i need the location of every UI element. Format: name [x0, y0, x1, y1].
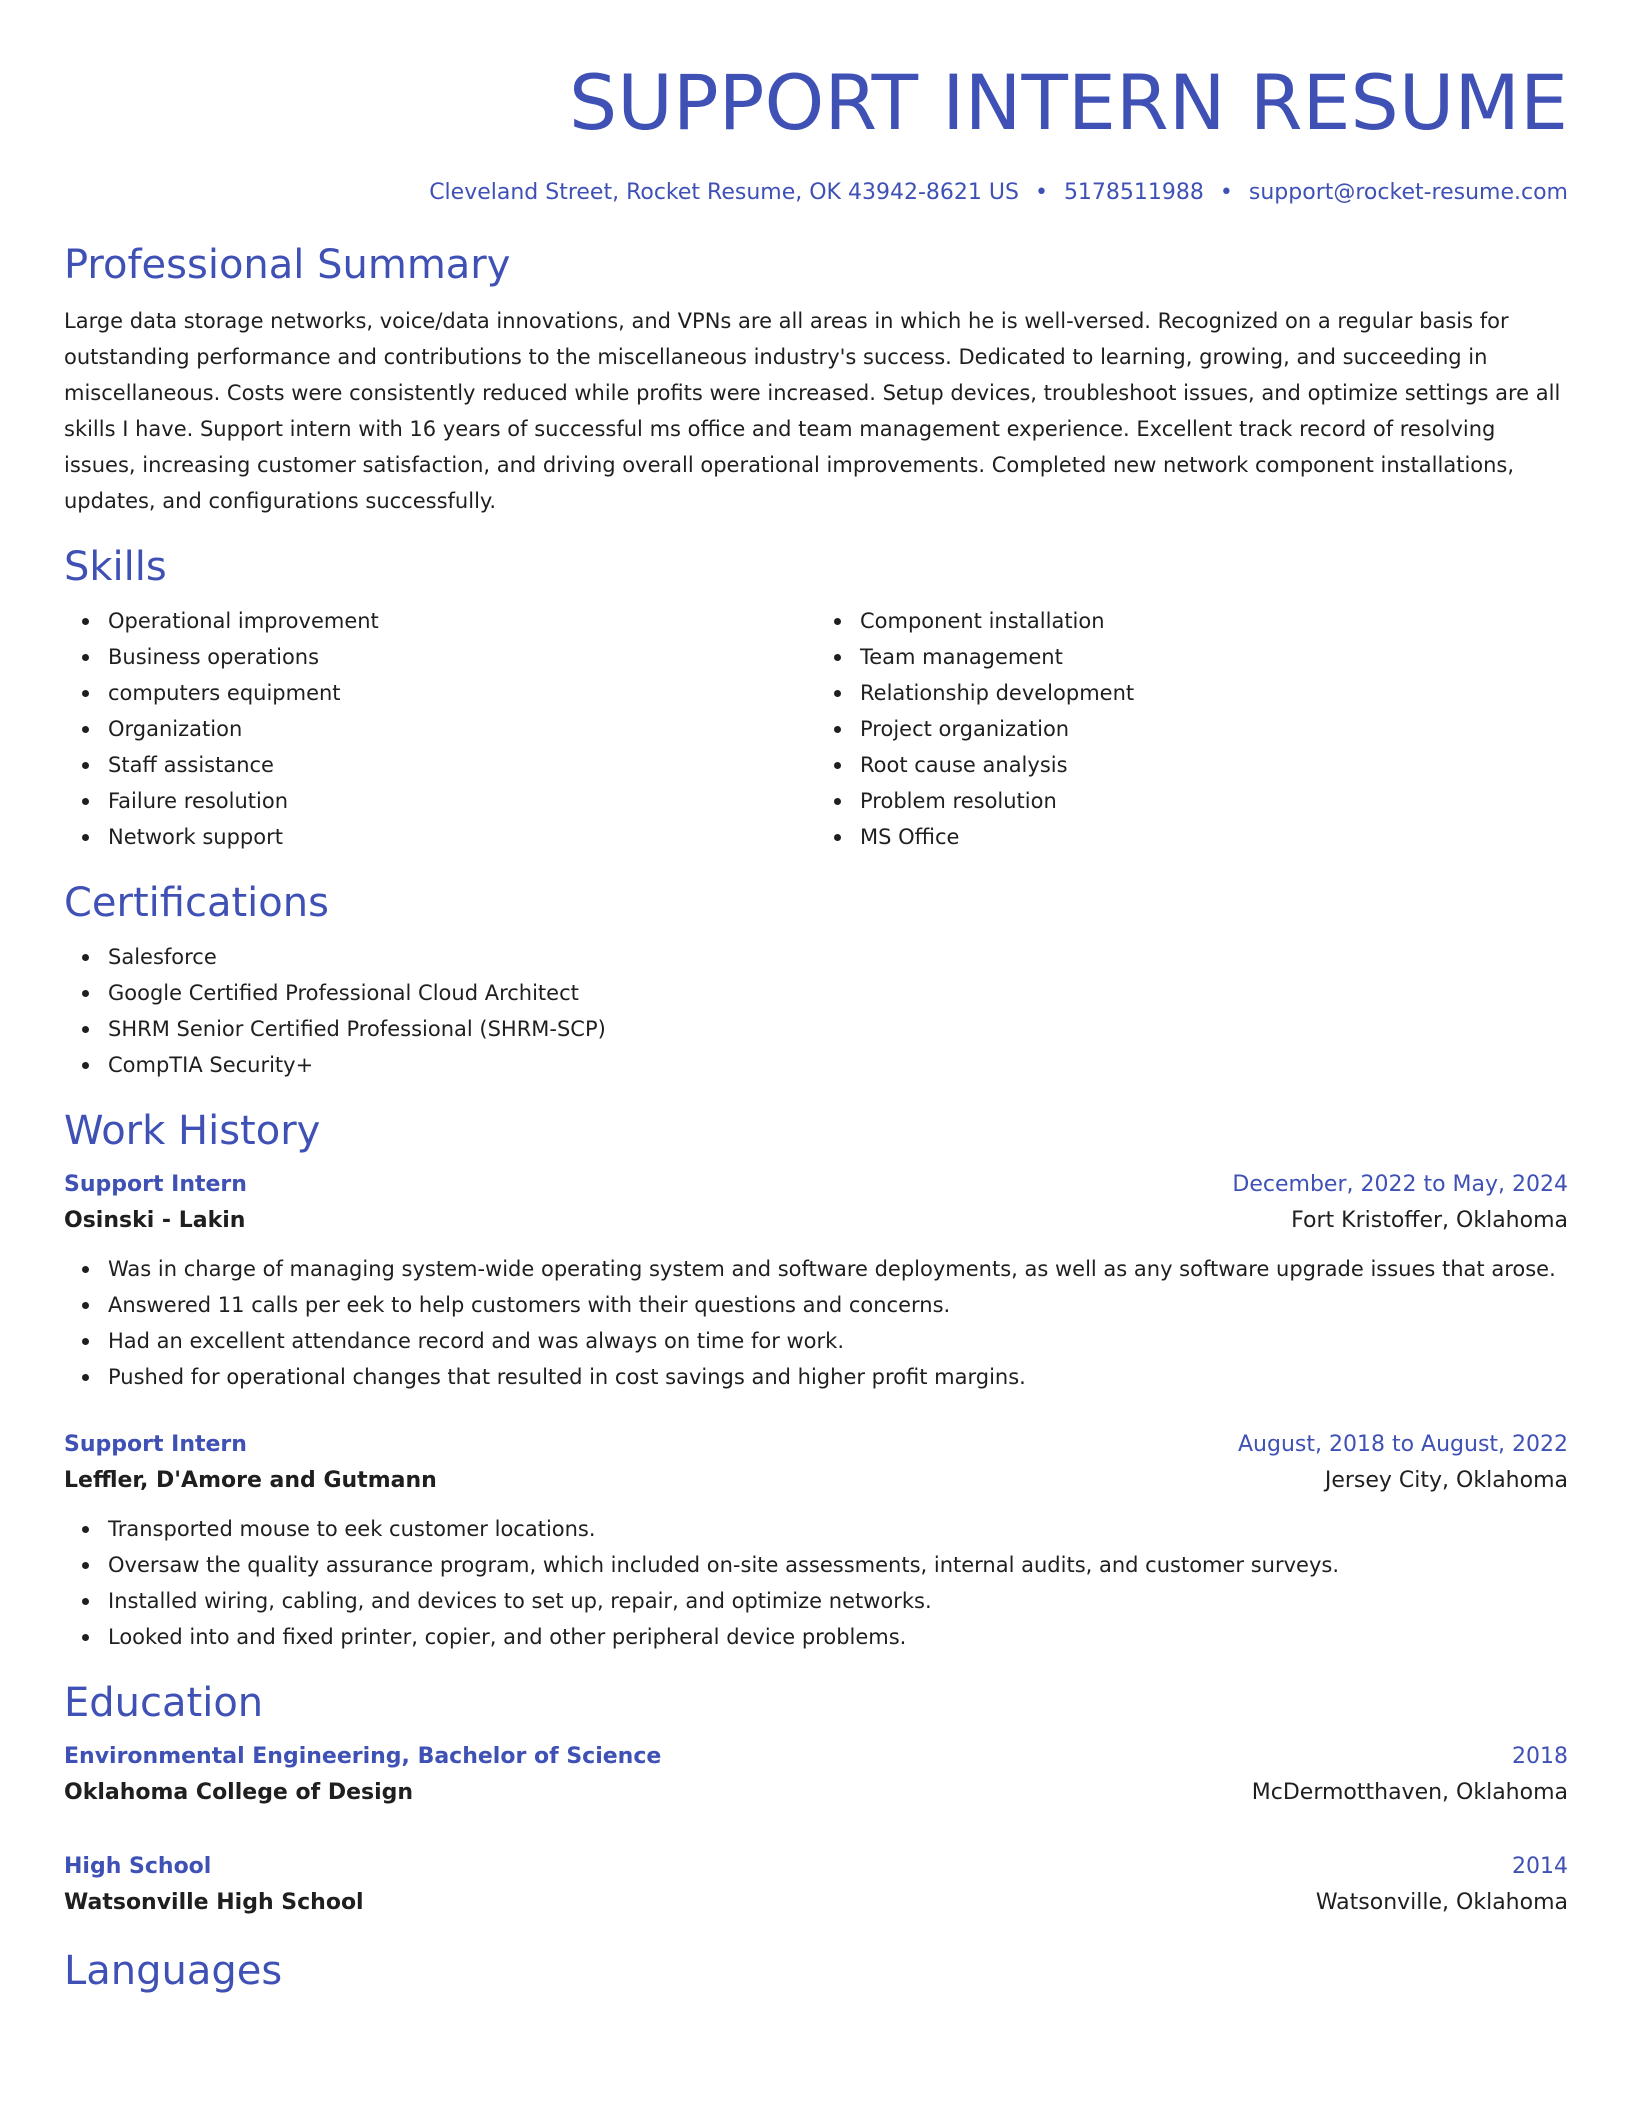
work-history-heading: Work History — [64, 1108, 321, 1154]
education-subheader — [64, 1773, 1568, 1813]
contact-phone: 5178511988 — [1063, 180, 1204, 205]
job-entry — [64, 1169, 1568, 1395]
job-role: Support Intern — [64, 1172, 247, 1197]
certifications-heading: Certifications — [64, 880, 329, 926]
certifications-list — [64, 939, 1568, 1083]
education-entry — [64, 1851, 1568, 1923]
skills-columns — [64, 603, 1568, 855]
job-dates: December, 2022 to May, 2024 — [1232, 1172, 1568, 1197]
job-duty: Oversaw the quality assurance program, which included on-site assessments, internal audits, and customer surveys. — [108, 1547, 1568, 1583]
education-location: Watsonville, Oklahoma — [1315, 1890, 1568, 1915]
education-school: Oklahoma College of Design — [64, 1780, 414, 1805]
education-degree: Environmental Engineering, Bachelor of Science — [64, 1744, 662, 1769]
skill-item: Business operations — [108, 639, 816, 675]
job-duty: Looked into and fixed printer, copier, and other peripheral device problems. — [108, 1619, 1568, 1655]
job-header — [64, 1169, 1568, 1201]
job-duties — [64, 1251, 1568, 1395]
education-school: Watsonville High School — [64, 1890, 364, 1915]
job-subheader — [64, 1201, 1568, 1241]
summary-heading: Professional Summary — [64, 242, 511, 288]
skill-item: Root cause analysis — [860, 747, 1568, 783]
education-degree: High School — [64, 1854, 212, 1879]
contact-address: Cleveland Street, Rocket Resume, OK 43942-8621 US — [429, 180, 1019, 205]
resume-title: SUPPORT INTERN RESUME — [568, 58, 1568, 147]
job-duty: Installed wiring, cabling, and devices to set up, repair, and optimize networks. — [108, 1583, 1568, 1619]
job-duty: Answered 11 calls per eek to help customers with their questions and concerns. — [108, 1287, 1568, 1323]
certification-item: CompTIA Security+ — [108, 1047, 1568, 1083]
education-subheader — [64, 1883, 1568, 1923]
job-entry — [64, 1429, 1568, 1655]
job-role: Support Intern — [64, 1432, 247, 1457]
job-location: Jersey City, Oklahoma — [1324, 1468, 1568, 1493]
skill-item: Organization — [108, 711, 816, 747]
education-year: 2014 — [1512, 1854, 1568, 1879]
skill-item: computers equipment — [108, 675, 816, 711]
skills-heading: Skills — [64, 544, 167, 590]
education-location: McDermotthaven, Oklahoma — [1251, 1780, 1568, 1805]
job-dates: August, 2018 to August, 2022 — [1238, 1432, 1568, 1457]
job-duty: Had an excellent attendance record and was always on time for work. — [108, 1323, 1568, 1359]
job-duty: Was in charge of managing system-wide operating system and software deployments, as well as any software upgrade issues that arose. — [108, 1251, 1568, 1287]
skill-item: Relationship development — [860, 675, 1568, 711]
certification-item: Salesforce — [108, 939, 1568, 975]
certification-item: SHRM Senior Certified Professional (SHRM-SCP) — [108, 1011, 1568, 1047]
contact-email: support@rocket-resume.com — [1248, 180, 1568, 205]
skills-list-right — [816, 603, 1568, 855]
skill-item: Project organization — [860, 711, 1568, 747]
job-duties — [64, 1511, 1568, 1655]
skill-item: Operational improvement — [108, 603, 816, 639]
skill-item: Staff assistance — [108, 747, 816, 783]
job-duty: Transported mouse to eek customer locations. — [108, 1511, 1568, 1547]
skill-item: Component installation — [860, 603, 1568, 639]
skill-item: Team management — [860, 639, 1568, 675]
job-header — [64, 1429, 1568, 1461]
education-heading: Education — [64, 1680, 264, 1726]
job-location: Fort Kristoffer, Oklahoma — [1291, 1208, 1568, 1233]
contact-separator: • — [1219, 180, 1233, 205]
skills-list-left — [64, 603, 816, 855]
education-entry — [64, 1741, 1568, 1813]
job-duty: Pushed for operational changes that resulted in cost savings and higher profit margins. — [108, 1359, 1568, 1395]
summary-text: Large data storage networks, voice/data innovations, and VPNs are all areas in which he is well-versed. Recognized on a regular basis for outstanding performance and contributions to the miscellaneous industry's success. Dedicated to learning, growing, and succeeding in miscellaneous. Costs were consistently reduced while profits were increased. Setup devices, troubleshoot issues, and optimize settings are all skills I have. Support intern with 16 years of successful ms office and team management experience. Excellent track record of resolving issues, increasing customer satisfaction, and driving overall operational improvements. Completed new network component installations, updates, and configurations successfully. — [64, 309, 1561, 513]
education-header — [64, 1851, 1568, 1883]
certification-item: Google Certified Professional Cloud Architect — [108, 975, 1568, 1011]
skill-item: Failure resolution — [108, 783, 816, 819]
contact-line — [64, 178, 1568, 208]
job-company: Osinski - Lakin — [64, 1208, 246, 1233]
skill-item: MS Office — [860, 819, 1568, 855]
education-year: 2018 — [1512, 1744, 1568, 1769]
contact-separator: • — [1034, 180, 1048, 205]
languages-heading: Languages — [64, 1948, 283, 1994]
job-company: Leffler, D'Amore and Gutmann — [64, 1468, 437, 1493]
job-subheader — [64, 1461, 1568, 1501]
education-header — [64, 1741, 1568, 1773]
skill-item: Network support — [108, 819, 816, 855]
skill-item: Problem resolution — [860, 783, 1568, 819]
